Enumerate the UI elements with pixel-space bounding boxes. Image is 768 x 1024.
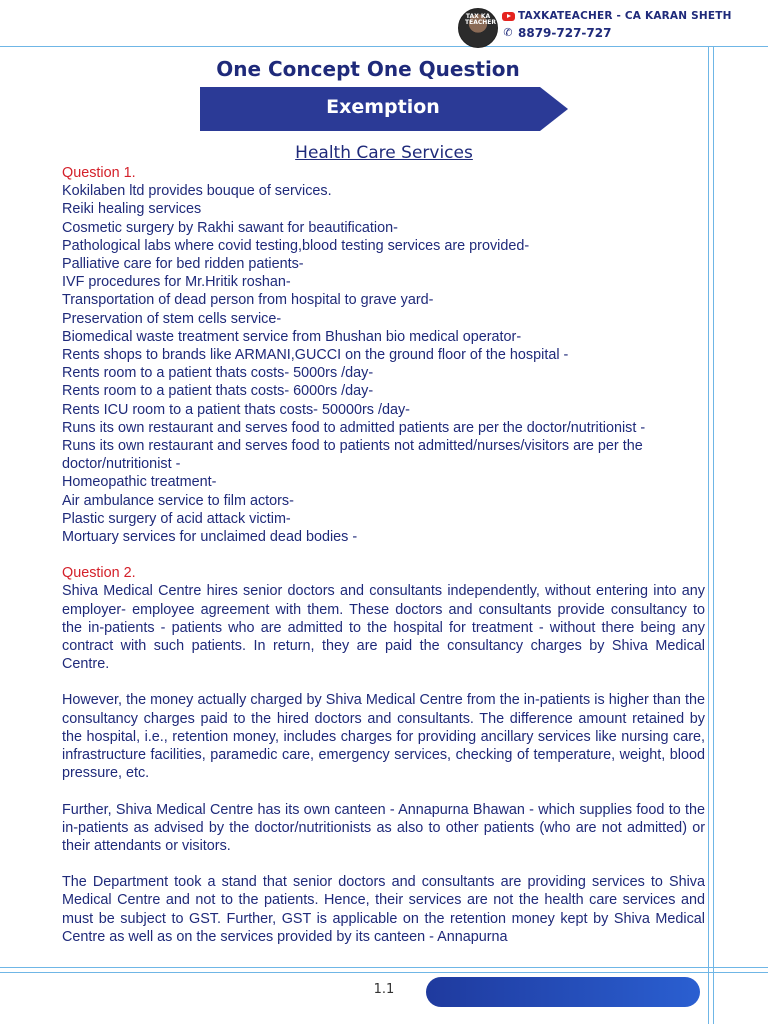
question-2-paragraph: Shiva Medical Centre hires senior doctors and consultants independently, without entering into any employer- employee agreement with them. These doctors and consultants provide consultancy to the in-patients - patients who are admitted to the hospital for treatment - without there being any contract with such patients. In return, they are paid the consultancy charges by Shiva Medical Centre. bbox=[62, 583, 705, 673]
brand-header bbox=[458, 8, 758, 48]
question-2-paragraph: The Department took a stand that senior doctors and consultants are providing services to Shiva Medical Centre and not to the patients. Hence, their services are not the health care services and must be subject to GST. Further, GST is applicable on the retention money kept by Shiva Medical Centre as well as on the services provided by its canteen - Annapurna bbox=[62, 874, 705, 945]
question-2-paragraph: Further, Shiva Medical Centre has its own canteen - Annapurna Bhawan - which supplies food to the in-patients as advised by the doctor/nutritionists as also to other patients (who are not admitted) or their attendants or visitors. bbox=[62, 801, 705, 854]
question-1-line: Reiki healing services bbox=[62, 201, 202, 218]
right-border-inner bbox=[708, 46, 709, 1024]
question-1-line: Mortuary services for unclaimed dead bodies - bbox=[62, 529, 358, 546]
question-1-line: Biomedical waste treatment service from Bhushan bio medical operator- bbox=[62, 328, 522, 345]
phone-number[interactable]: 8879-727-727 bbox=[518, 26, 612, 40]
footer-divider-bottom bbox=[0, 972, 768, 973]
question-1-label: Question 1. bbox=[62, 165, 136, 181]
question-1-line: IVF procedures for Mr.Hritik roshan- bbox=[62, 274, 291, 291]
question-1-line: Rents shops to brands like ARMANI,GUCCI on the ground floor of the hospital - bbox=[62, 347, 569, 364]
section-subtitle: Health Care Services bbox=[295, 143, 473, 163]
question-1-line: Preservation of stem cells service- bbox=[62, 310, 282, 327]
page-title: One Concept One Question bbox=[216, 57, 520, 81]
page-number: 1.1 bbox=[373, 982, 395, 997]
question-1-line: Air ambulance service to film actors- bbox=[62, 492, 294, 509]
question-1-line: Runs its own restaurant and serves food to admitted patients are per the doctor/nutritionist - bbox=[62, 419, 646, 436]
whatsapp-icon[interactable]: ✆ bbox=[503, 26, 513, 39]
avatar-label: TAX KA TEACHER bbox=[465, 13, 496, 26]
right-border-outer bbox=[713, 46, 714, 1024]
banner-label: Exemption bbox=[326, 96, 440, 118]
question-1-line: Rents ICU room to a patient thats costs- 50000rs /day- bbox=[62, 401, 410, 418]
question-1-line: Cosmetic surgery by Rakhi sawant for beautification- bbox=[62, 219, 398, 236]
question-1-line: Kokilaben ltd provides bouque of services. bbox=[62, 183, 332, 200]
youtube-icon[interactable] bbox=[502, 12, 515, 21]
brand-name[interactable]: TAXKATEACHER - CA KARAN SHETH bbox=[518, 10, 732, 22]
footer-divider-top bbox=[0, 967, 768, 968]
question-1-line: Runs its own restaurant and serves food to patients not admitted/nurses/visitors are per the doctor/nutritionist - bbox=[62, 438, 643, 473]
question-1-line: Rents room to a patient thats costs- 6000rs /day- bbox=[62, 383, 374, 400]
avatar bbox=[458, 8, 498, 48]
footer-decorative-bar bbox=[426, 977, 700, 1007]
question-1-line: Palliative care for bed ridden patients- bbox=[62, 256, 304, 273]
question-1-line: Pathological labs where covid testing,blood testing services are provided- bbox=[62, 237, 530, 254]
question-2-label: Question 2. bbox=[62, 565, 136, 582]
question-1-line: Rents room to a patient thats costs- 5000rs /day- bbox=[62, 365, 374, 382]
question-1-line: Plastic surgery of acid attack victim- bbox=[62, 510, 291, 527]
document-body bbox=[62, 164, 705, 946]
question-1-line: Transportation of dead person from hospital to grave yard- bbox=[62, 292, 434, 309]
question-2-paragraph: However, the money actually charged by Shiva Medical Centre from the in-patients is higher than the consultancy charges paid to the hired doctors and consultants. The difference amount retained by the hospital, i.e., retention money, includes charges for providing ancillary services like nursing care, infrastructure facilities, paramedic care, emergency services, checking of temperature, weight, blood pressure, etc. bbox=[62, 692, 705, 782]
question-1-line: Homeopathic treatment- bbox=[62, 474, 217, 491]
topic-banner bbox=[200, 87, 570, 131]
